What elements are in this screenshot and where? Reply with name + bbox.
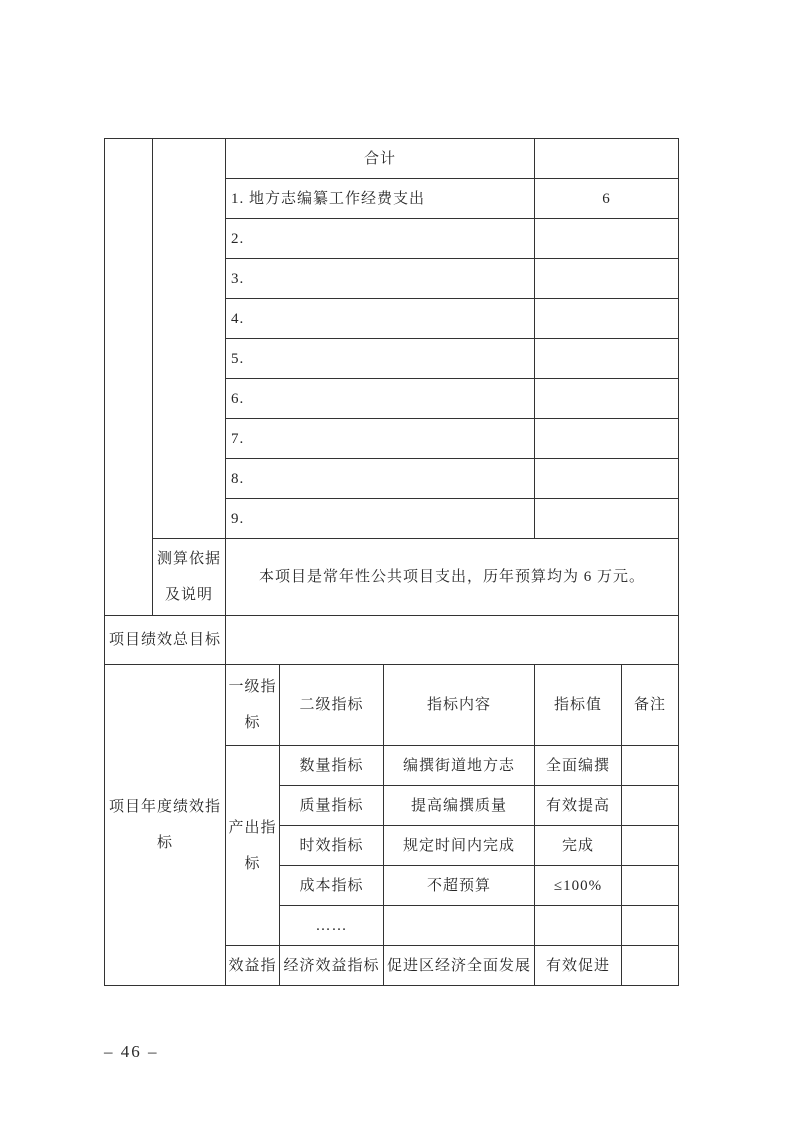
line-item-value: [535, 299, 679, 339]
indicator-level2: 经济效益指标: [280, 946, 384, 986]
header-level2: 二级指标: [280, 665, 384, 746]
line-item-label: 9.: [226, 499, 535, 539]
indicators-row-header: 项目年度绩效指标: [105, 665, 226, 986]
line-item-label: 2.: [226, 219, 535, 259]
line-item-value: [535, 259, 679, 299]
basis-label: 测算依据及说明: [153, 539, 226, 616]
label-spacer-cell: [153, 139, 226, 539]
indicator-value: 完成: [535, 826, 622, 866]
indicator-value: 有效促进: [535, 946, 622, 986]
line-item-value: [535, 499, 679, 539]
total-label: 合计: [226, 139, 535, 179]
overall-goal-label: 项目绩效总目标: [105, 616, 226, 665]
indicator-remark: [622, 866, 679, 906]
line-item-value: [535, 339, 679, 379]
indicator-remark: [622, 826, 679, 866]
indicator-content: 促进区经济全面发展: [384, 946, 535, 986]
line-item-label: 1. 地方志编纂工作经费支出: [226, 179, 535, 219]
line-item-value: [535, 379, 679, 419]
line-item-label: 4.: [226, 299, 535, 339]
total-value: [535, 139, 679, 179]
line-item-label: 3.: [226, 259, 535, 299]
indicator-level2: 质量指标: [280, 786, 384, 826]
indicators-header-row: [105, 665, 679, 746]
header-value: 指标值: [535, 665, 622, 746]
indicator-value: 有效提高: [535, 786, 622, 826]
indicator-value: [535, 906, 622, 946]
indicator-level2: 数量指标: [280, 746, 384, 786]
indicator-content: 不超预算: [384, 866, 535, 906]
line-item-value: 6: [535, 179, 679, 219]
overall-goal-value: [226, 616, 679, 665]
indicator-level2: 时效指标: [280, 826, 384, 866]
indicator-remark: [622, 746, 679, 786]
header-content: 指标内容: [384, 665, 535, 746]
indicator-content: 规定时间内完成: [384, 826, 535, 866]
total-row: [105, 139, 679, 179]
basis-row: [105, 539, 679, 616]
indicator-content: [384, 906, 535, 946]
indicator-remark: [622, 946, 679, 986]
outer-spacer-cell: [105, 139, 153, 616]
indicator-level2: 成本指标: [280, 866, 384, 906]
benefit-group-label: 效益指: [226, 946, 280, 986]
line-item-value: [535, 459, 679, 499]
basis-content: 本项目是常年性公共项目支出，历年预算均为 6 万元。: [226, 539, 679, 616]
indicator-content: 提高编撰质量: [384, 786, 535, 826]
indicator-remark: [622, 786, 679, 826]
indicator-value: ≤100%: [535, 866, 622, 906]
line-item-label: 7.: [226, 419, 535, 459]
line-item-value: [535, 219, 679, 259]
indicator-value: 全面编撰: [535, 746, 622, 786]
indicator-level2: ……: [280, 906, 384, 946]
line-item-value: [535, 419, 679, 459]
page-number: – 46 –: [104, 1042, 159, 1061]
header-remark: 备注: [622, 665, 679, 746]
indicator-remark: [622, 906, 679, 946]
line-item-label: 6.: [226, 379, 535, 419]
output-group-label: 产出指标: [226, 746, 280, 946]
line-item-label: 5.: [226, 339, 535, 379]
header-level1: 一级指标: [226, 665, 280, 746]
line-item-label: 8.: [226, 459, 535, 499]
overall-goal-row: [105, 616, 679, 665]
indicator-content: 编撰街道地方志: [384, 746, 535, 786]
budget-performance-table: [104, 138, 679, 986]
